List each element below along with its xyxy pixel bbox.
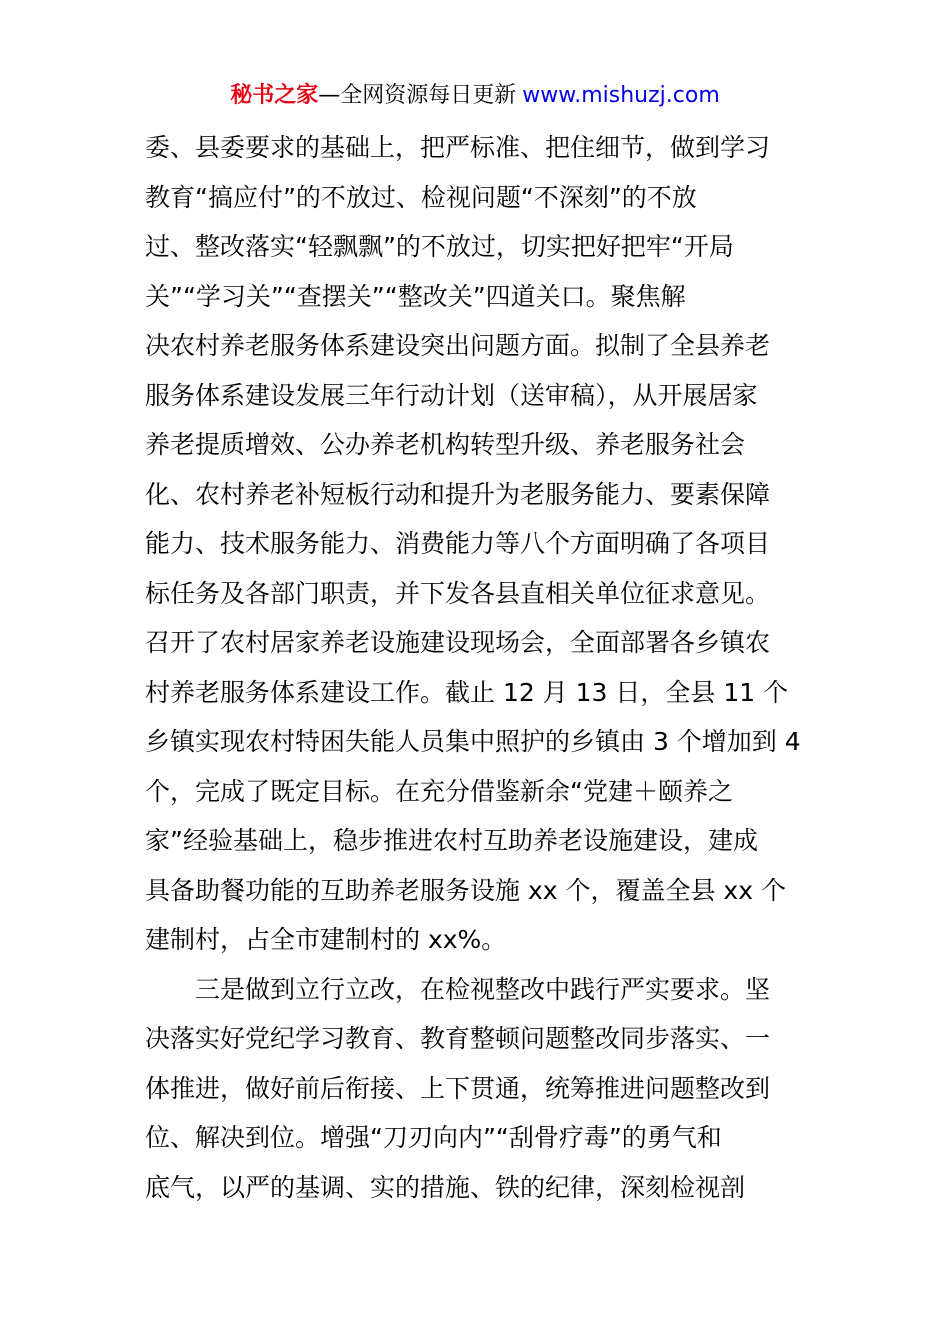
text-line: 服务体系建设发展三年行动计划（送审稿），从开展居家 — [145, 380, 758, 410]
text-line: 三是做到立行立改，在检视整改中践行严实要求。坚 — [195, 974, 771, 1004]
text-line: 标任务及各部门职责，并下发各县直相关单位征求意见。 — [145, 578, 771, 608]
text-line: 召开了农村居家养老设施建设现场会，全面部署各乡镇农 — [145, 628, 771, 657]
text-line: 关”“学习关”“查摆关”“整改关”四道关口。聚焦解 — [145, 281, 686, 311]
site-url-link[interactable]: www.mishuzj.com — [522, 83, 720, 108]
document-body — [145, 123, 815, 1212]
text-line: 村养老服务体系建设工作。截止 12 月 13 日，全县 11 个 — [145, 677, 789, 707]
text-line: 化、农村养老补短板行动和提升为老服务能力、要素保障 — [145, 479, 771, 509]
brand-name: 秘书之家 — [230, 83, 319, 108]
text-line: 决落实好党纪学习教育、教育整顿问题整改同步落实、一 — [145, 1024, 771, 1053]
text-line: 建制村，占全市建制村的 xx%。 — [145, 925, 507, 954]
paragraph-2 — [145, 965, 815, 1213]
header-tagline: —全网资源每日更新 — [318, 83, 517, 108]
text-line: 决农村养老服务体系建设突出问题方面。拟制了全县养老 — [145, 331, 771, 360]
text-line: 能力、技术服务能力、消费能力等八个方面明确了各项目 — [145, 529, 771, 558]
text-line: 底气，以严的基调、实的措施、铁的纪律，深刻检视剖 — [145, 1172, 746, 1202]
text-line: 教育“搞应付”的不放过、检视问题“不深刻”的不放 — [145, 182, 697, 212]
text-line: 养老提质增效、公办养老机构转型升级、养老服务社会 — [145, 430, 746, 459]
text-line: 过、整改落实“轻飘飘”的不放过，切实把好把牢“开局 — [145, 232, 734, 261]
text-line: 乡镇实现农村特困失能人员集中照护的乡镇由 3 个增加到 4 — [145, 727, 801, 756]
text-line: 体推进，做好前后衔接、上下贯通，统筹推进问题整改到 — [145, 1073, 771, 1103]
text-line: 个，完成了既定目标。在充分借鉴新余“党建＋颐养之 — [145, 776, 733, 806]
text-line: 具备助餐功能的互助养老服务设施 xx 个，覆盖全县 xx 个 — [145, 875, 786, 905]
text-line: 委、县委要求的基础上，把严标准、把住细节，做到学习 — [145, 133, 771, 162]
text-line: 位、解决到位。增强“刀刃向内”“刮骨疗毒”的勇气和 — [145, 1123, 722, 1152]
paragraph-1 — [145, 123, 815, 965]
text-line: 家”经验基础上，稳步推进农村互助养老设施建设，建成 — [145, 826, 758, 855]
site-header — [0, 80, 950, 112]
